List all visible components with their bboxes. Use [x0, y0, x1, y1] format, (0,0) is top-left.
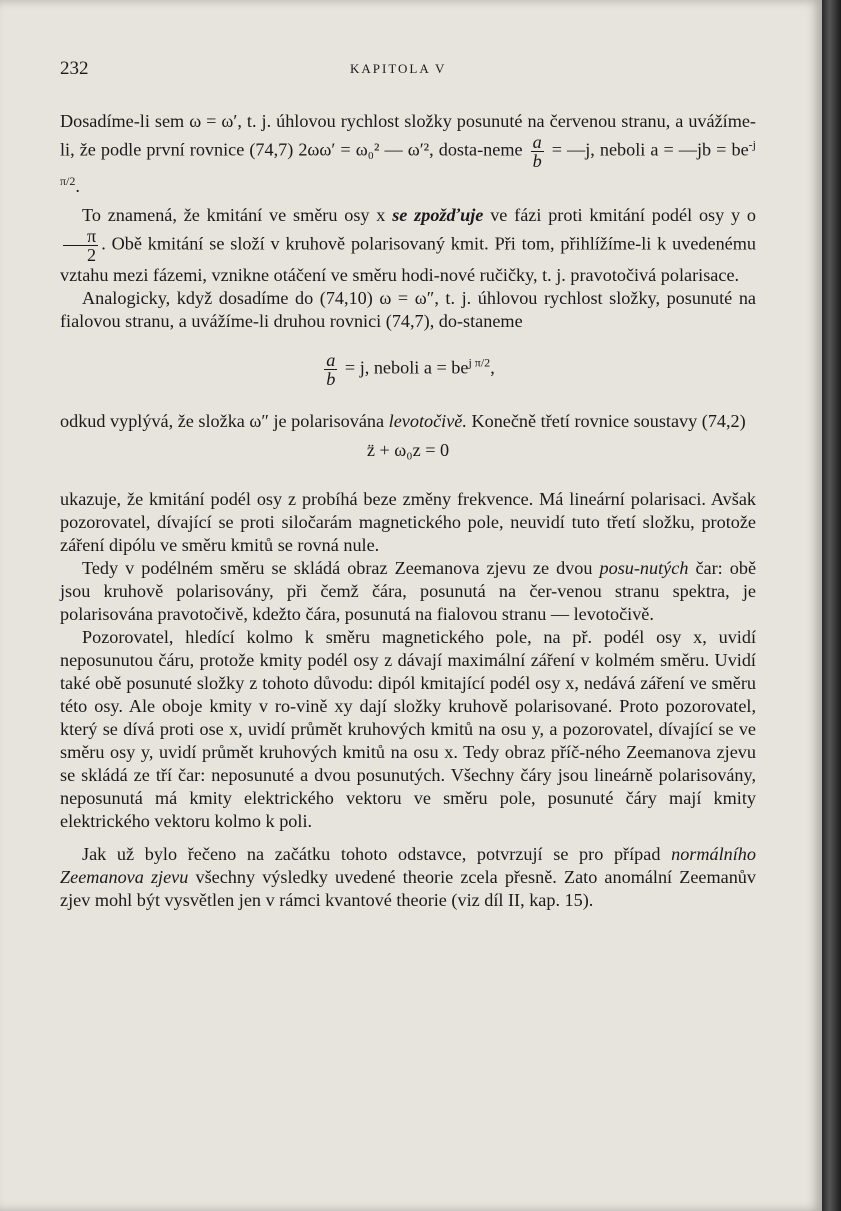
- p1-text-b: = —j, neboli a = —jb = be: [551, 139, 749, 160]
- book-spine-edge: [822, 0, 841, 1211]
- p4-text-a: odkud vyplývá, že složka ω″ je polarisována: [60, 411, 385, 432]
- fraction-a-over-b: [324, 351, 337, 388]
- p2-emphasis: se zpožďuje: [392, 205, 484, 226]
- p1-text-c: .: [75, 176, 80, 197]
- page-number: 232: [60, 58, 89, 79]
- p6-text-a: Tedy v podélném směru se skládá obraz Zeemanova zjevu ze dvou: [82, 558, 593, 579]
- eq1-end: ,: [490, 357, 495, 378]
- p1-exponent: -j π/2: [60, 137, 756, 188]
- p6-text-b: čar: obě jsou kruhově polarisovány, při čemž čára, posunutá na čer-venou stranu spektra, je polarisována pravotočivě, kdežto čára, posunutá na fialovou stranu — levotočivě.: [60, 558, 757, 625]
- paragraph-3: Analogicky, když dosadíme do (74,10) ω = ω″, t. j. úhlovou rychlost složky, posunuté na fialovou stranu, a uvážíme-li druhou rovnici (74,7), do-staneme: [60, 288, 756, 332]
- paragraph-7: Pozorovatel, hledící kolmo k směru magnetického pole, na př. podél osy x, uvidí neposunutou čáru, protože kmity podél osy z dávají maximální záření v kolmém směru. Uvidí také obě posunuté složky z tohoto důvodu: dipól kmitající podél osy x, nedává záření ve směru této osy. Ale oboje kmity v ro-vině xy dají složky kruhově polarisované. Proto pozorovatel, který se dívá proti ose x, uvidí průmět kruhových kmitů na osu y, a pozorovatel, dívající se ve směru osy y, uvidí průmět kruhových kmitů na osu x. Tedy obraz příč-ného Zeemanova zjevu se skládá ze tří čar: neposunuté a dvou posunutých. Všechny čáry jsou lineárně polarisovány, neposunutá má kmity elektrického vektoru ve směru pole, posunuté čáry mají kmity elektrického vektoru kolmo k poli.: [60, 627, 756, 832]
- paragraph-4: [60, 410, 756, 433]
- paragraph-5: ukazuje, že kmitání podél osy z probíhá beze změny frekvence. Má lineární polarisaci. Avšak pozorovatel, dívající se proti siločarám magnetického pole, neuvidí tuto třetí složku, protože záření dipólu ve směru kmitů se rovná nule.: [60, 489, 756, 556]
- frac-num: a: [326, 350, 336, 371]
- running-head: KAPITOLA V: [350, 61, 447, 76]
- p8-text-b: všechny výsledky uvedené theorie zcela přesně. Zato anomální Zeemanův zjev mohl být vysvětlen jen v rámci kvantové theorie (viz díl II, kap. 15).: [60, 867, 756, 911]
- p8-text-a: Jak už bylo řečeno na začátku tohoto odstavce, potvrzují se pro případ: [82, 844, 661, 865]
- p4-text-b: Konečně třetí rovnice soustavy (74,2): [471, 411, 746, 432]
- p1-text-a: Dosadíme-li sem ω = ω′, t. j. úhlovou rychlost složky posunuté na červenou stranu, a uvážíme-li, že podle první rovnice (74,7) 2ωω′ = ω₀² — ω′², dosta-neme: [60, 111, 756, 160]
- page-header: [60, 58, 760, 82]
- frac-den: b: [326, 369, 336, 390]
- fraction-pi-over-2: [63, 227, 98, 264]
- body-text: [60, 110, 756, 912]
- equation-1: [60, 351, 756, 388]
- p8-emphasis: normálního Zeemanova zjevu: [60, 844, 756, 888]
- frac-num: π: [63, 227, 98, 246]
- paragraph-8: [60, 843, 756, 912]
- paragraph-2: [60, 204, 756, 287]
- eq1-exponent: j π/2: [468, 355, 491, 370]
- frac-den: 2: [87, 245, 97, 266]
- p2-text-c: . Obě kmitání se složí v kruhově polarisovaný kmit. Při tom, přihlížíme-li k uvedenému vztahu mezi fázemi, vznikne otáčení ve směru hodi-nové ručičky, t. j. pravotočivá polarisace.: [60, 233, 756, 286]
- p2-text-b: ve fázi proti kmitání podél osy y o: [490, 205, 757, 226]
- frac-num: a: [532, 132, 542, 152]
- frac-den: b: [532, 151, 542, 171]
- paragraph-6: [60, 557, 756, 626]
- p4-emphasis: levotočivě.: [388, 411, 467, 432]
- fraction-a-over-b: [531, 133, 544, 170]
- paragraph-1: [60, 110, 756, 198]
- equation-2: z̈ + ω₀z = 0: [366, 440, 450, 461]
- p2-text-a: To znamená, že kmitání ve směru osy x: [82, 205, 386, 226]
- p6-emphasis: posu-nutých: [599, 558, 689, 579]
- eq1-text: = j, neboli a = be: [344, 357, 469, 378]
